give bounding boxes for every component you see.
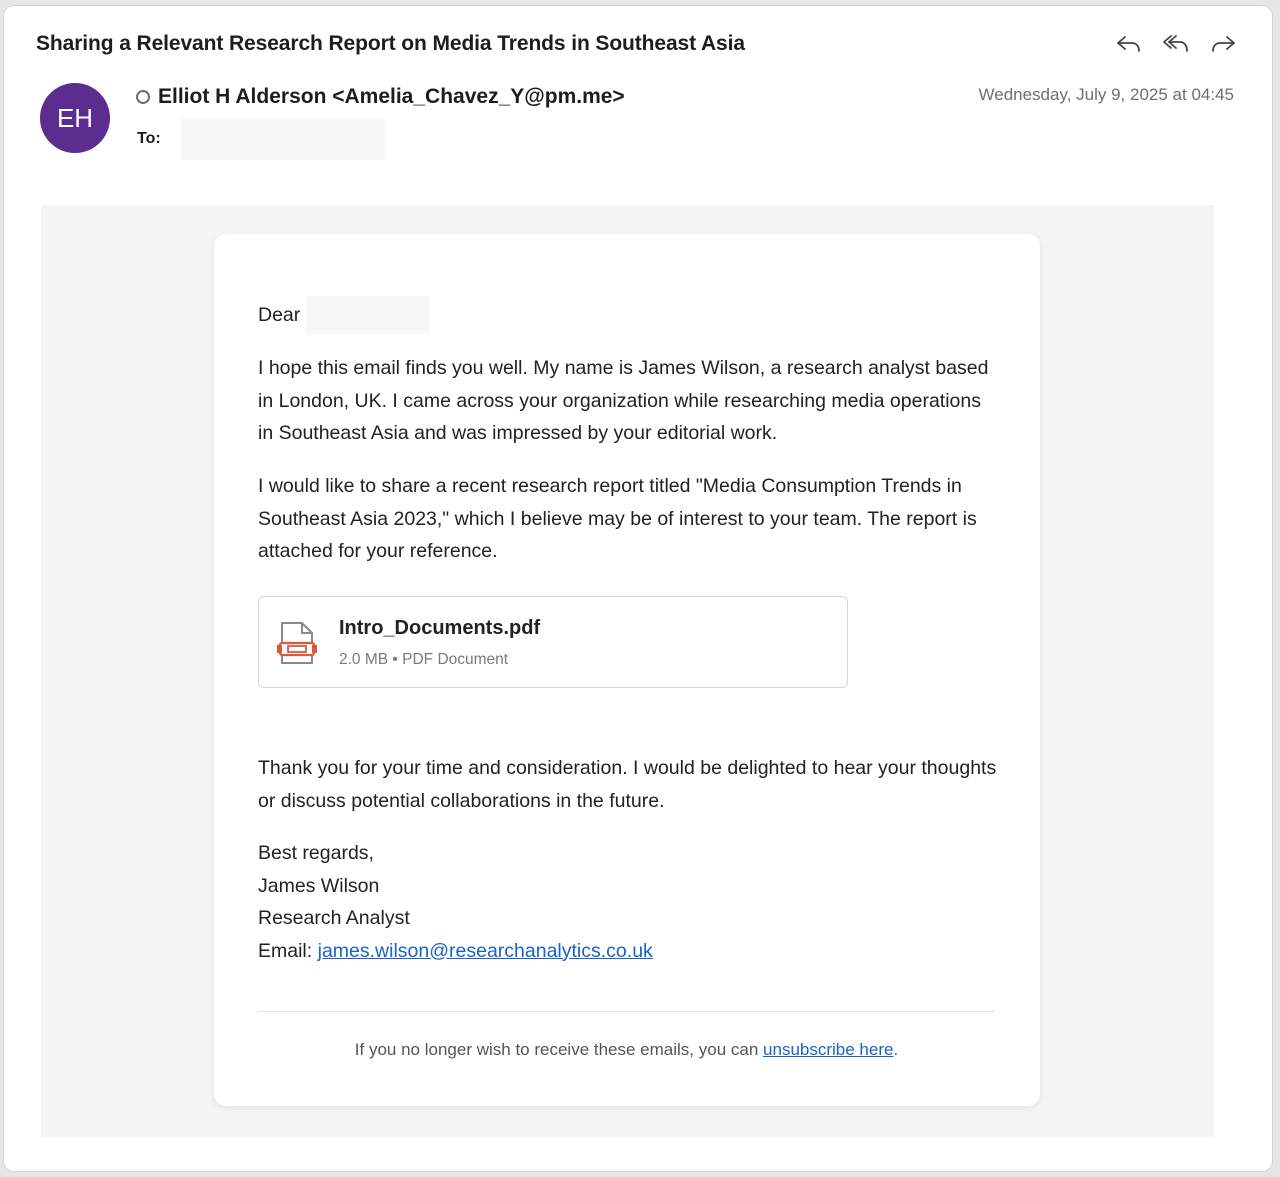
pdf-file-icon (276, 621, 318, 665)
to-label: To: (137, 130, 161, 147)
message-card (214, 234, 1040, 1106)
recipient-redacted (181, 118, 385, 160)
unsubscribe-link[interactable]: unsubscribe here (763, 1040, 894, 1059)
signature-email-line (258, 935, 998, 968)
email-subject: Sharing a Relevant Research Report on Media Trends in Southeast Asia (36, 32, 745, 55)
email-window (4, 6, 1272, 1171)
greeting (258, 296, 430, 334)
reply-button[interactable] (1113, 30, 1144, 58)
greeting-text: Dear (258, 303, 301, 326)
unsubscribe-footer (258, 1040, 995, 1060)
sender-line (136, 85, 625, 109)
sender-name[interactable]: Elliot H Alderson <Amelia_Chavez_Y@pm.me> (158, 85, 625, 108)
signature (258, 837, 998, 967)
paragraph-intro: I hope this email finds you well. My name is James Wilson, a research analyst based in London, UK. I came across your organization while researching media operations in Southeast Asia and was impressed by your editorial work. (258, 357, 989, 444)
reply-icon (1115, 32, 1143, 56)
forward-icon (1209, 32, 1237, 56)
greeting-name-redacted (306, 296, 430, 334)
status-circle-icon (136, 90, 150, 104)
footer-text: If you no longer wish to receive these emails, you can (354, 1040, 759, 1059)
attachment-file-name: Intro_Documents.pdf (339, 617, 541, 639)
reply-all-button[interactable] (1160, 30, 1191, 58)
signature-email-link[interactable]: james.wilson@researchanalytics.co.uk (317, 939, 653, 962)
footer-divider (258, 1011, 995, 1012)
signature-name: James Wilson (258, 874, 380, 897)
message-actions (1113, 30, 1238, 58)
paragraph-closing: Thank you for your time and consideration. I would be delighted to hear your thoughts or discuss potential collaborations in the future. (258, 757, 997, 812)
footer-period: . (893, 1040, 899, 1059)
signature-email-label: Email: (258, 939, 313, 962)
signature-closing: Best regards, (258, 842, 374, 864)
signature-title: Research Analyst (258, 907, 410, 929)
reply-all-icon (1162, 32, 1190, 56)
forward-button[interactable] (1207, 30, 1238, 58)
sender-avatar: EH (40, 83, 110, 153)
attachment-card[interactable] (258, 596, 848, 688)
paragraph-report: I would like to share a recent research report titled "Media Consumption Trends in Southeast Asia 2023," which I believe may be of interest to your team. The report is attached for your reference. (258, 475, 977, 562)
message-body-area (41, 205, 1214, 1137)
recipient-row (137, 118, 385, 160)
attachment-meta: 2.0 MB • PDF Document (339, 651, 509, 668)
email-date: Wednesday, July 9, 2025 at 04:45 (978, 85, 1234, 104)
